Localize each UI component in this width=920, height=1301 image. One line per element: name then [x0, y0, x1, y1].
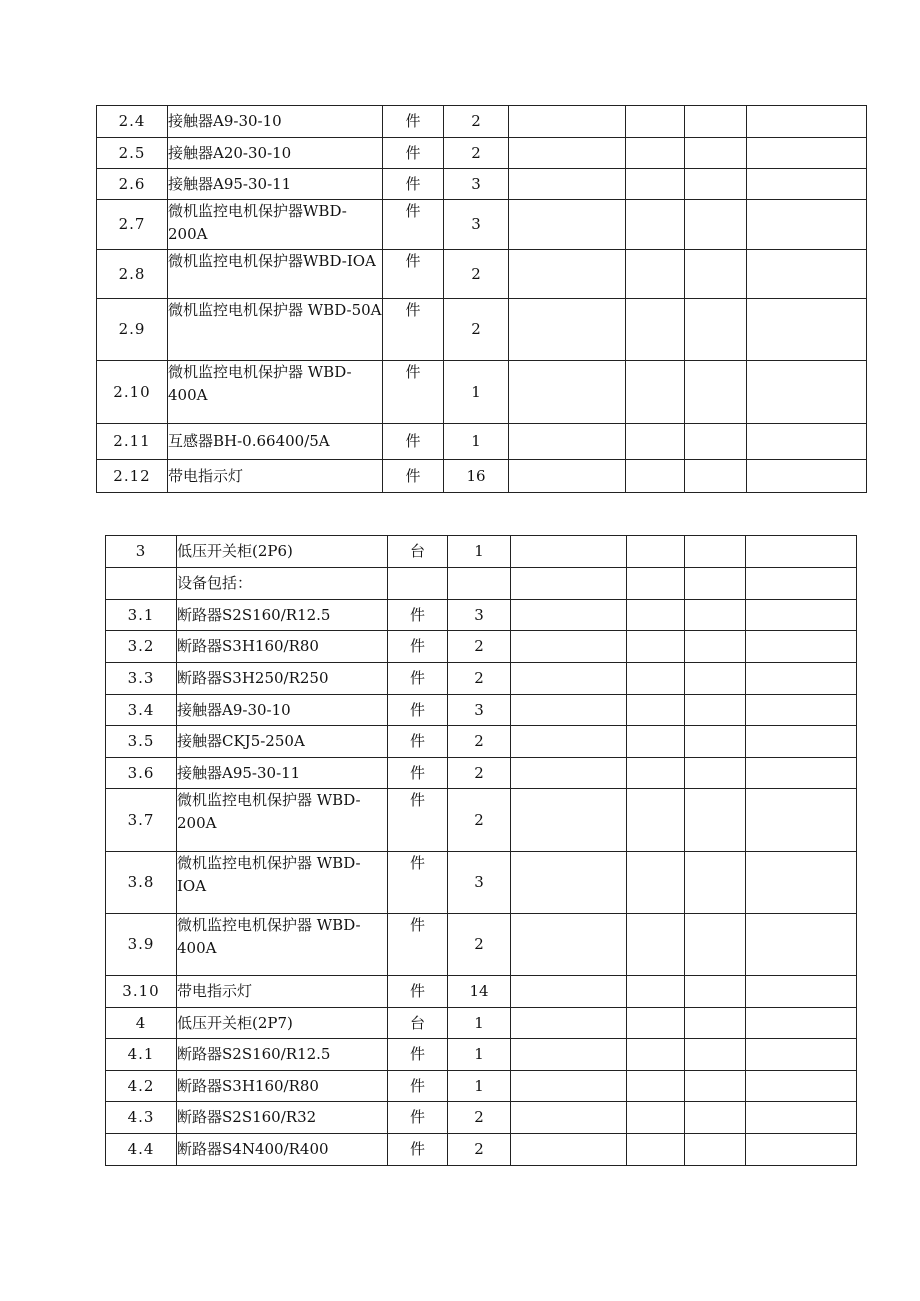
table-row [106, 600, 857, 631]
item-unit: 件 [388, 1071, 448, 1102]
empty-cell [685, 1039, 746, 1071]
empty-cell [627, 852, 685, 914]
empty-cell [511, 914, 627, 976]
item-number: 3.5 [106, 726, 177, 758]
empty-cell [509, 424, 626, 460]
empty-cell [627, 726, 685, 758]
empty-cell [511, 695, 627, 726]
item-number: 2.6 [97, 169, 168, 200]
item-unit: 件 [383, 361, 444, 424]
empty-cell [511, 1008, 627, 1039]
item-name: 微机监控电机保护器 WBD-400A [168, 361, 383, 424]
empty-cell [746, 726, 857, 758]
empty-cell [685, 1071, 746, 1102]
empty-cell [685, 914, 746, 976]
item-unit: 件 [383, 460, 444, 493]
table-row [97, 299, 867, 361]
item-quantity: 2 [448, 631, 511, 663]
empty-cell [626, 138, 685, 169]
empty-cell [627, 1071, 685, 1102]
item-number: 3.4 [106, 695, 177, 726]
empty-cell [685, 424, 747, 460]
item-name: 断路器S3H160/R80 [177, 631, 388, 663]
item-name: 接触器A9-30-10 [168, 106, 383, 138]
item-quantity: 1 [448, 536, 511, 568]
item-name: 微机监控电机保护器 WBD-200A [177, 789, 388, 852]
empty-cell [747, 169, 867, 200]
empty-cell [627, 1134, 685, 1166]
item-name: 断路器S3H250/R250 [177, 663, 388, 695]
empty-cell [509, 200, 626, 250]
empty-cell [685, 138, 747, 169]
empty-cell [511, 789, 627, 852]
item-unit: 件 [388, 852, 448, 914]
empty-cell [626, 106, 685, 138]
item-unit: 件 [388, 631, 448, 663]
table-row [106, 631, 857, 663]
item-name: 带电指示灯 [177, 976, 388, 1008]
item-number: 2.8 [97, 250, 168, 299]
empty-cell [685, 250, 747, 299]
empty-cell [746, 1071, 857, 1102]
empty-cell [509, 361, 626, 424]
item-name: 接触器A95-30-11 [168, 169, 383, 200]
empty-cell [746, 1008, 857, 1039]
item-name: 接触器CKJ5-250A [177, 726, 388, 758]
item-name: 低压开关柜(2P6) [177, 536, 388, 568]
table-row [106, 1008, 857, 1039]
empty-cell [746, 663, 857, 695]
item-quantity: 2 [448, 758, 511, 789]
item-quantity: 2 [448, 726, 511, 758]
empty-cell [627, 1008, 685, 1039]
empty-cell [747, 424, 867, 460]
item-number [106, 568, 177, 600]
empty-cell [685, 169, 747, 200]
empty-cell [509, 138, 626, 169]
item-name: 断路器S2S160/R12.5 [177, 600, 388, 631]
item-name: 低压开关柜(2P7) [177, 1008, 388, 1039]
empty-cell [746, 568, 857, 600]
empty-cell [685, 663, 746, 695]
empty-cell [746, 536, 857, 568]
item-number: 3.2 [106, 631, 177, 663]
table-row [106, 852, 857, 914]
empty-cell [509, 106, 626, 138]
item-unit: 件 [383, 138, 444, 169]
item-unit: 件 [383, 299, 444, 361]
item-number: 3 [106, 536, 177, 568]
item-unit: 件 [388, 976, 448, 1008]
table-row [97, 169, 867, 200]
empty-cell [746, 631, 857, 663]
item-number: 3.6 [106, 758, 177, 789]
item-number: 2.4 [97, 106, 168, 138]
item-unit [388, 568, 448, 600]
item-name: 断路器S3H160/R80 [177, 1071, 388, 1102]
item-quantity: 1 [448, 1008, 511, 1039]
empty-cell [747, 106, 867, 138]
item-quantity: 1 [444, 361, 509, 424]
table-row [97, 200, 867, 250]
item-number: 4.2 [106, 1071, 177, 1102]
empty-cell [685, 1008, 746, 1039]
item-unit: 件 [388, 1102, 448, 1134]
item-quantity: 2 [444, 299, 509, 361]
table-row [97, 106, 867, 138]
empty-cell [626, 169, 685, 200]
empty-cell [746, 976, 857, 1008]
empty-cell [746, 758, 857, 789]
empty-cell [746, 1039, 857, 1071]
item-number: 3.8 [106, 852, 177, 914]
item-quantity: 3 [448, 695, 511, 726]
item-unit: 台 [388, 1008, 448, 1039]
empty-cell [685, 200, 747, 250]
empty-cell [627, 1039, 685, 1071]
empty-cell [747, 250, 867, 299]
empty-cell [746, 600, 857, 631]
empty-cell [626, 250, 685, 299]
empty-cell [626, 200, 685, 250]
empty-cell [511, 852, 627, 914]
table-row [106, 663, 857, 695]
empty-cell [747, 361, 867, 424]
item-number: 2.9 [97, 299, 168, 361]
item-name: 微机监控电机保护器 WBD-400A [177, 914, 388, 976]
empty-cell [685, 976, 746, 1008]
item-unit: 件 [388, 600, 448, 631]
empty-cell [685, 460, 747, 493]
table-row [97, 250, 867, 299]
item-number: 2.10 [97, 361, 168, 424]
empty-cell [747, 138, 867, 169]
empty-cell [685, 726, 746, 758]
empty-cell [685, 758, 746, 789]
table-row [106, 568, 857, 600]
item-name: 断路器S4N400/R400 [177, 1134, 388, 1166]
item-name: 断路器S2S160/R12.5 [177, 1039, 388, 1071]
equipment-table-1 [96, 105, 867, 493]
table-row [106, 976, 857, 1008]
item-unit: 件 [388, 1134, 448, 1166]
table-row [106, 1039, 857, 1071]
empty-cell [627, 914, 685, 976]
item-name: 互感器BH-0.66400/5A [168, 424, 383, 460]
empty-cell [509, 250, 626, 299]
item-name: 接触器A95-30-11 [177, 758, 388, 789]
item-number: 3.3 [106, 663, 177, 695]
table-row [106, 726, 857, 758]
empty-cell [685, 299, 747, 361]
empty-cell [627, 789, 685, 852]
item-name: 接触器A9-30-10 [177, 695, 388, 726]
item-unit: 件 [388, 1039, 448, 1071]
item-quantity [448, 568, 511, 600]
item-unit: 件 [388, 914, 448, 976]
item-quantity: 2 [448, 1102, 511, 1134]
empty-cell [627, 663, 685, 695]
empty-cell [511, 976, 627, 1008]
table-row [106, 1071, 857, 1102]
empty-cell [685, 1102, 746, 1134]
item-unit: 件 [383, 106, 444, 138]
empty-cell [746, 852, 857, 914]
item-name: 微机监控电机保护器 WBD-IOA [177, 852, 388, 914]
item-quantity: 2 [444, 250, 509, 299]
table-row [97, 424, 867, 460]
empty-cell [685, 789, 746, 852]
empty-cell [627, 976, 685, 1008]
empty-cell [511, 536, 627, 568]
item-quantity: 1 [444, 424, 509, 460]
empty-cell [627, 631, 685, 663]
empty-cell [626, 424, 685, 460]
empty-cell [511, 1134, 627, 1166]
empty-cell [626, 299, 685, 361]
item-number: 2.7 [97, 200, 168, 250]
item-number: 4.1 [106, 1039, 177, 1071]
empty-cell [627, 568, 685, 600]
item-name: 断路器S2S160/R32 [177, 1102, 388, 1134]
empty-cell [627, 695, 685, 726]
item-quantity: 3 [444, 200, 509, 250]
item-unit: 件 [388, 695, 448, 726]
empty-cell [511, 1071, 627, 1102]
item-quantity: 2 [448, 1134, 511, 1166]
item-name: 带电指示灯 [168, 460, 383, 493]
table-row [106, 1102, 857, 1134]
empty-cell [685, 361, 747, 424]
item-quantity: 1 [448, 1039, 511, 1071]
item-number: 4.4 [106, 1134, 177, 1166]
item-number: 2.12 [97, 460, 168, 493]
item-number: 2.11 [97, 424, 168, 460]
item-quantity: 2 [448, 914, 511, 976]
item-unit: 件 [388, 726, 448, 758]
empty-cell [509, 460, 626, 493]
item-number: 4 [106, 1008, 177, 1039]
empty-cell [509, 299, 626, 361]
empty-cell [746, 789, 857, 852]
empty-cell [627, 600, 685, 631]
empty-cell [685, 106, 747, 138]
empty-cell [685, 695, 746, 726]
empty-cell [627, 1102, 685, 1134]
empty-cell [511, 568, 627, 600]
item-quantity: 2 [448, 789, 511, 852]
empty-cell [685, 536, 746, 568]
item-unit: 件 [383, 250, 444, 299]
item-quantity: 1 [448, 1071, 511, 1102]
item-unit: 件 [383, 169, 444, 200]
item-quantity: 14 [448, 976, 511, 1008]
empty-cell [511, 663, 627, 695]
item-number: 3.1 [106, 600, 177, 631]
empty-cell [747, 200, 867, 250]
table-row [106, 914, 857, 976]
table-row [97, 460, 867, 493]
empty-cell [627, 536, 685, 568]
empty-cell [746, 1134, 857, 1166]
empty-cell [746, 695, 857, 726]
empty-cell [746, 1102, 857, 1134]
item-number: 3.7 [106, 789, 177, 852]
item-name: 微机监控电机保护器WBD-IOA [168, 250, 383, 299]
item-unit: 台 [388, 536, 448, 568]
empty-cell [511, 1102, 627, 1134]
empty-cell [747, 299, 867, 361]
empty-cell [511, 600, 627, 631]
table-row [106, 789, 857, 852]
item-quantity: 3 [448, 852, 511, 914]
empty-cell [511, 758, 627, 789]
item-name: 微机监控电机保护器 WBD-50A [168, 299, 383, 361]
table-row [106, 1134, 857, 1166]
item-number: 3.9 [106, 914, 177, 976]
item-name: 微机监控电机保护器WBD-200A [168, 200, 383, 250]
empty-cell [685, 568, 746, 600]
empty-cell [511, 726, 627, 758]
empty-cell [626, 361, 685, 424]
table-row [106, 758, 857, 789]
item-name: 设备包括： [177, 568, 388, 600]
item-number: 4.3 [106, 1102, 177, 1134]
item-quantity: 3 [444, 169, 509, 200]
item-quantity: 2 [448, 663, 511, 695]
empty-cell [685, 600, 746, 631]
item-unit: 件 [383, 424, 444, 460]
item-name: 接触器A20-30-10 [168, 138, 383, 169]
item-quantity: 3 [448, 600, 511, 631]
item-unit: 件 [388, 789, 448, 852]
item-quantity: 16 [444, 460, 509, 493]
table-row [106, 536, 857, 568]
item-unit: 件 [383, 200, 444, 250]
item-number: 2.5 [97, 138, 168, 169]
item-number: 3.10 [106, 976, 177, 1008]
item-quantity: 2 [444, 138, 509, 169]
item-unit: 件 [388, 758, 448, 789]
empty-cell [511, 1039, 627, 1071]
item-unit: 件 [388, 663, 448, 695]
table-row [106, 695, 857, 726]
empty-cell [627, 758, 685, 789]
table-row [97, 361, 867, 424]
empty-cell [685, 631, 746, 663]
empty-cell [685, 1134, 746, 1166]
equipment-table-2 [105, 535, 857, 1166]
empty-cell [747, 460, 867, 493]
empty-cell [626, 460, 685, 493]
empty-cell [511, 631, 627, 663]
empty-cell [685, 852, 746, 914]
item-quantity: 2 [444, 106, 509, 138]
empty-cell [746, 914, 857, 976]
empty-cell [509, 169, 626, 200]
table-row [97, 138, 867, 169]
